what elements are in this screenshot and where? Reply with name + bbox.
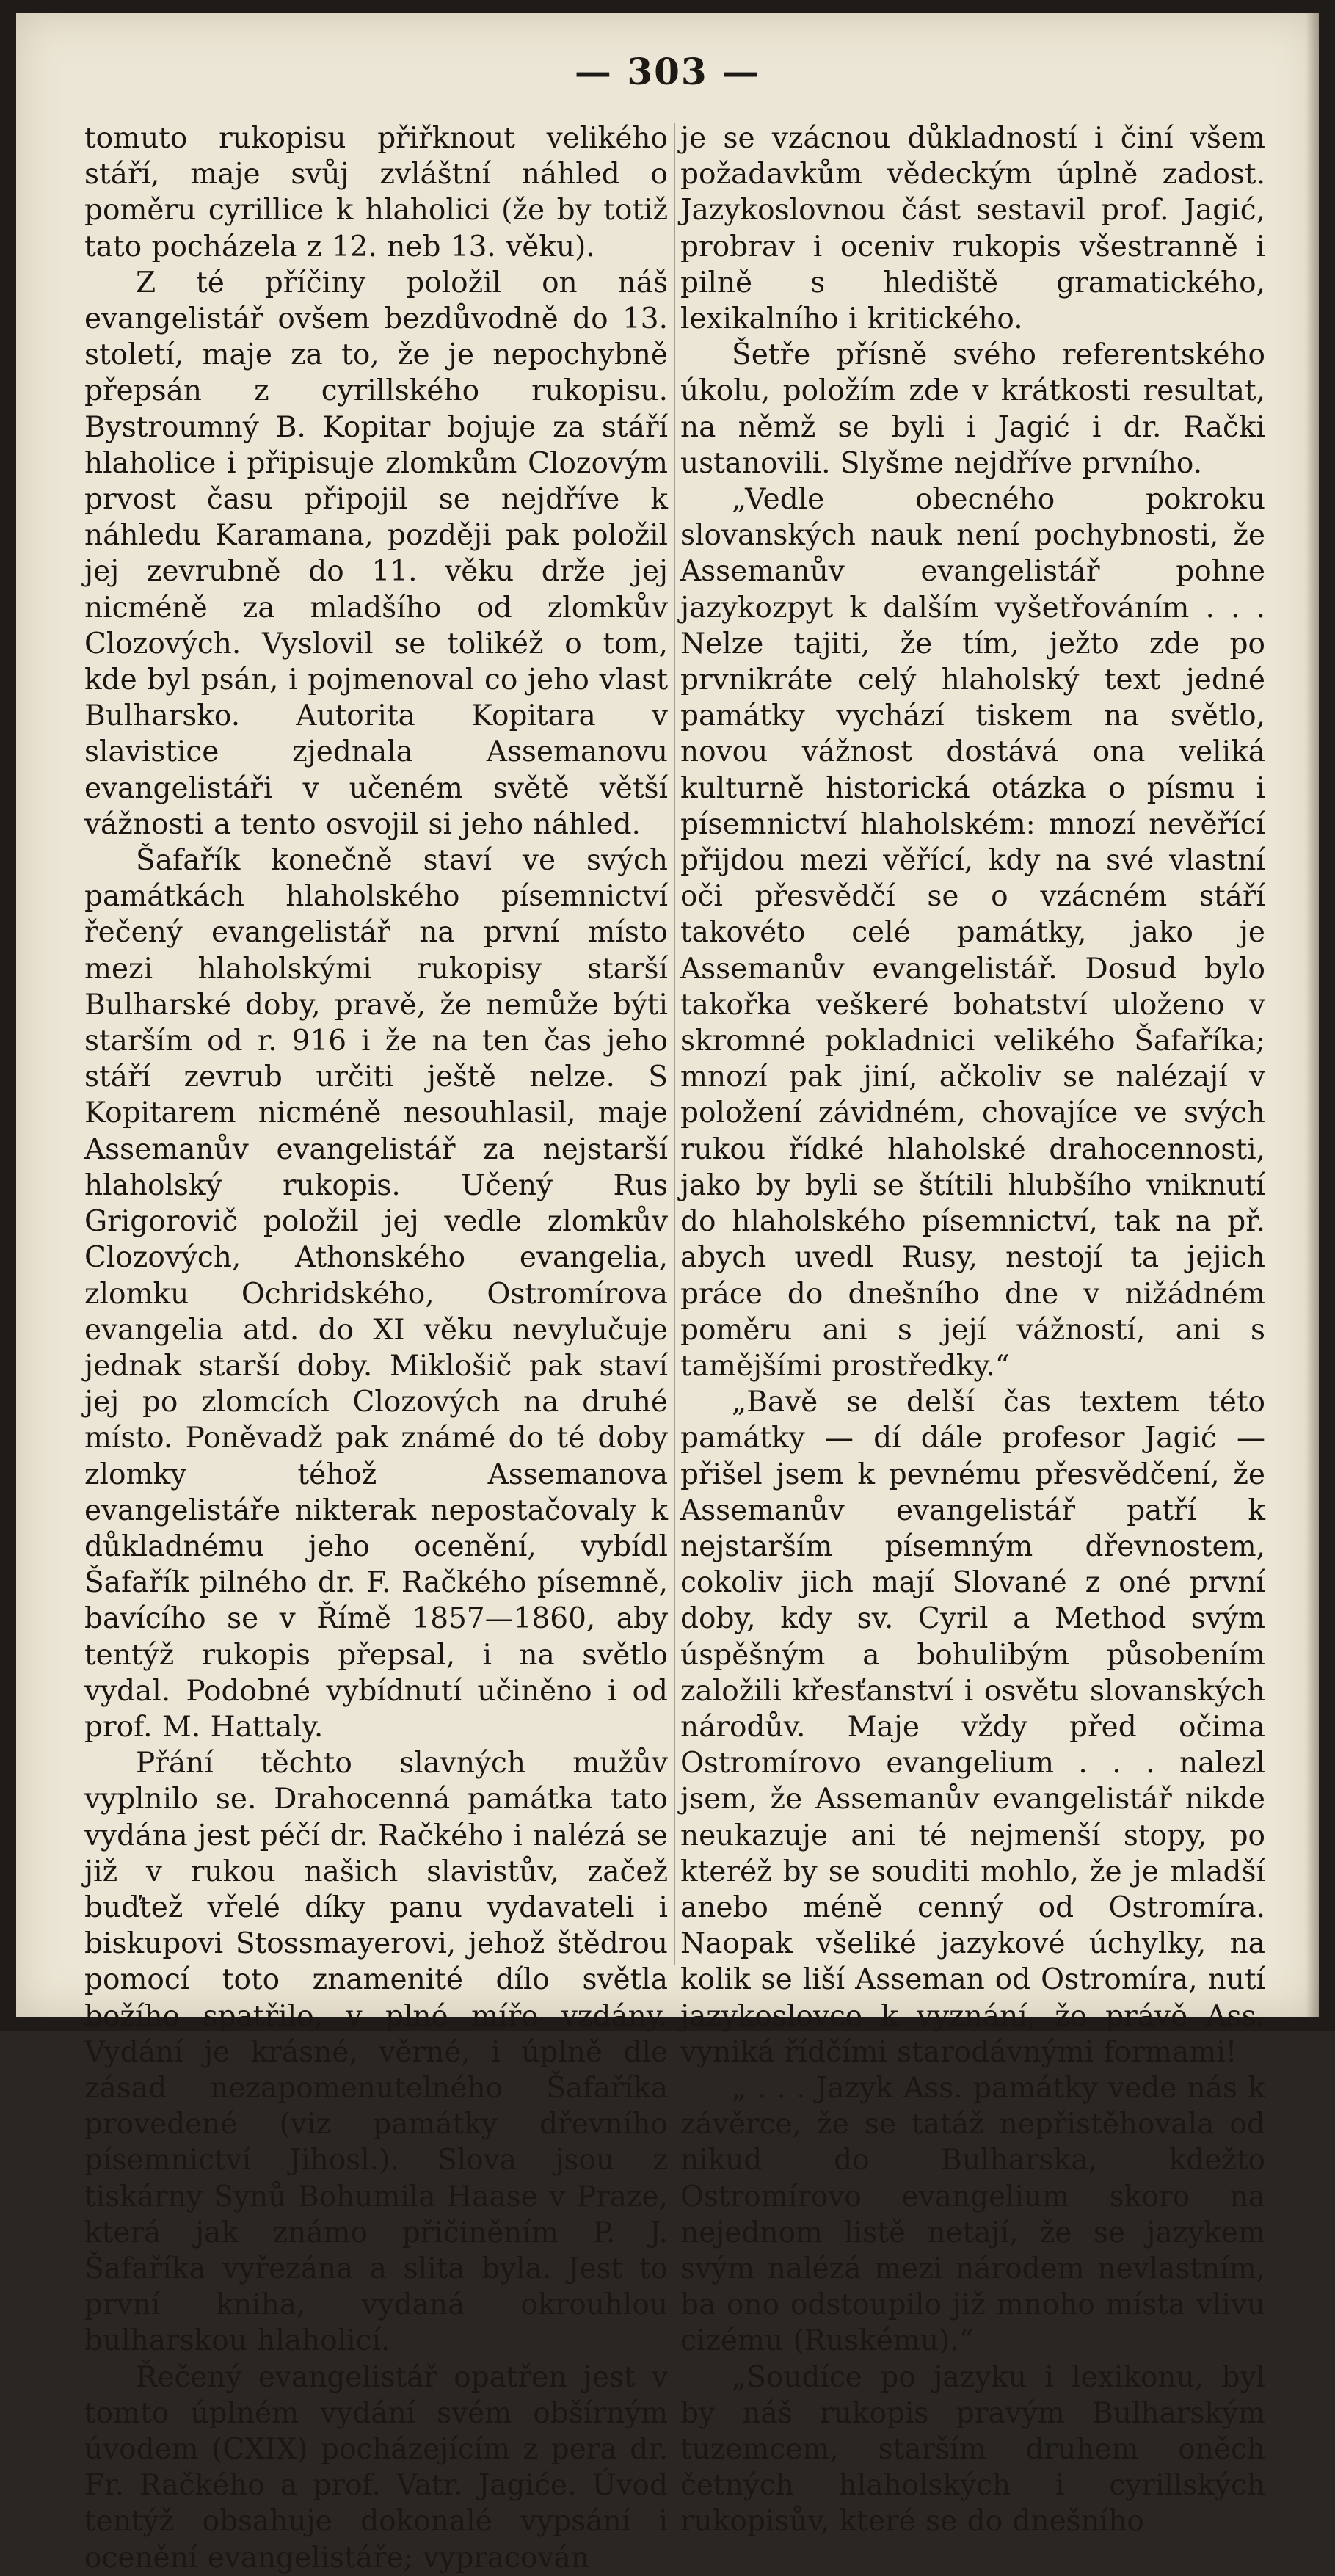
left-paragraph-2: Z té příčiny položil on náš evangelistář ovšem bezdůvodně do 13. století, maje za to, že je nepochybně přepsán z cyrillského rukopisu. Bystroumný B. Kopitar bojuje za stáří hlaholice i připisuje zlomkům Clozovým prvost času připojil se nejdříve k náhledu Karamana, později pak položil jej zevrubně do 11. věku drže jej nicméně za mladšího od zlomkův Clozových. Vyslovil se tolikéž o tom, kde byl psán, i pojmenoval co jeho vlast Bulharsko. Autorita Kopitara v slavistice zjednala Assemanovu evangelistáři v učeném světě větší vážnosti a tento osvojil si jeho náhled. [84,266,668,841]
right-paragraph-3: „Vedle obecného pokroku slovanských nauk není pochybnosti, že Assemanův evangelistář pohne jazykozpyt k dalším vyšetřováním . . . Nelze tajiti, že tím, ježto zde po prvnikráte celý hlaholský text jedné památky vychází tiskem na světlo, novou vážnost dostává ona veliká kulturně historická otázka o písmu i písemnictví hlaholském: mnozí nevěřící přijdou mezi věřící, kdy na své vlastní oči přesvědčí se o vzácném stáří takovéto celé památky, jako je Assemanův evangelistář. Dosud bylo takořka veškeré bohatství uloženo v skromné pokladnici velikého Šafaříka; mnozí pak jiní, ačkoliv se nalézají v položení závidném, chovajíce ve svých rukou řídké hlaholské drahocennosti, jako by byli se štítili hlubšího vniknutí do hlaholského písemnictví, tak na př. abych uvedl Rusy, nestojí ta jejich práce do dnešního dne v nižádném poměru ani s její vážností, ani s tamějšími prostředky.“ [680,483,1265,1383]
right-column [680,120,1265,2540]
left-paragraph-3: Šafařík konečně staví ve svých památkách hlaholského písemnictví řečený evangelistář na první místo mezi hlaholskými rukopisy starší Bulharské doby, pravě, že nemůže býti starším od r. 916 i že na ten čas jeho stáří zevrub určiti ještě nelze. S Kopitarem nicméně nesouhlasil, maje Assemanův evangelistář za nejstarší hlaholský rukopis. Učený Rus Grigorovič položil jej vedle zlomkův Clozových, Athonského evangelia, zlomku Ochridského, Ostromírova evangelia atd. do XI věku nevylučuje jednak starší doby. Miklošič pak staví jej po zlomcích Clozových na druhé místo. Poněvadž pak známé do té doby zlomky téhož Assemanova evangelistáře nikterak nepostačovaly k důkladnému jeho ocenění, vybídl Šafařík pilného dr. F. Račkého písemně, bavícího se v Římě 1857—1860, aby tentýž rukopis přepsal, i na světlo vydal. Podobné vybídnutí učiněno i od prof. M. Hattaly. [84,844,668,1744]
book-page [16,13,1319,2575]
left-column [84,120,668,2576]
right-paragraph-6: „Soudíce po jazyku i lexikonu, byl by náš rukopis pravým Bulharským tuzemcem, starším druhem oněch četných hlaholských i cyrillských rukopisův, které se do dnešního [680,2360,1265,2539]
right-paragraph-5: „ . . . Jazyk Ass. památky vede nás k závěrce, že se tatáž nepřistěhovala od nikud do Bulharska, kdežto Ostromírovo evangelium skoro na nejednom listě netají, že se jazykem svým nalézá mezi národem nevlastním, ba ono odstoupilo již mnoho místa vlivu cizému (Ruskému).“ [680,2071,1265,2358]
left-paragraph-1: tomuto rukopisu přiřknout velikého stáří, maje svůj zvláštní náhled o poměru cyrillice k hlaholici (že by totiž tato pocházela z 12. neb 13. věku). [84,122,668,263]
right-paragraph-1: je se vzácnou důkladností i činí všem požadavkům vědeckým úplně zadost. Jazykoslovnou část sestavil prof. Jagić, probrav i oceniv rukopis všestranně i pilně s hlediště gramatického, lexikalního i kritického. [680,122,1265,336]
page-fold-shadow [1306,13,1319,2017]
left-paragraph-5: Řečený evangelistář opatřen jest v tomto úplném vydání svém obšírným úvodem (CXIX) pocházejícím z pera dr. Fr. Račkého a prof. Vatr. Jagiće. Úvod tentýž obsahuje dokonalé vypsání i ocenění evangelistáře; vypracován [84,2360,668,2575]
page-number: — 303 — [574,50,761,93]
left-paragraph-4: Přání těchto slavných mužův vyplnilo se. Drahocenná památka tato vydána jest péčí dr. Račkého i nalézá se již v rukou našich slavistův, začež buďtež vřelé díky panu vydavateli i biskupovi Stossmayerovi, jehož štědrou pomocí toto znamenité dílo světla božího spatřilo, v plné míře vzdány. Vydání je krásné, věrné, i úplně dle zásad nezapomenutelného Šafaříka provedené (viz památky dřevního písemnictví Jihosl.). Slova jsou z tiskárny Synů Bohumila Haase v Praze, která jak známo přičiněním P. J. Šafaříka vyřezána a slita byla. Jest to první kniha, vydaná okrouhlou bulharskou hlaholicí. [84,1747,668,2358]
right-paragraph-4: „Bavě se delší čas textem této památky — dí dále profesor Jagić — přišel jsem k pevnému přesvědčení, že Assemanův evangelistář patří k nejstarším písemným dřevnostem, cokoliv jich mají Slované z oné první doby, kdy sv. Cyril a Method svým úspěšným a bohulibým působením založili křesťanství i osvětu slovanských národův. Maje vždy před očima Ostromírovo evangelium . . . nalezl jsem, že Assemanův evangelistář nikde neukazuje ani té nejmenší stopy, po kteréž by se souditi mohlo, že je mladší anebo méně cenný od Ostromíra. Naopak všeliké jazykové úchylky, na kolik se liší Asseman od Ostromíra, nutí jazykoslovce k vyznání, že právě Ass. vyniká řídčími starodávnými formami! [680,1386,1265,2069]
column-divider [674,123,675,1965]
right-paragraph-2: Šetře přísně svého referentského úkolu, položím zde v krátkosti resultat, na němž se byli i Jagić i dr. Rački ustanovili. Slyšme nejdříve prvního. [680,338,1265,480]
